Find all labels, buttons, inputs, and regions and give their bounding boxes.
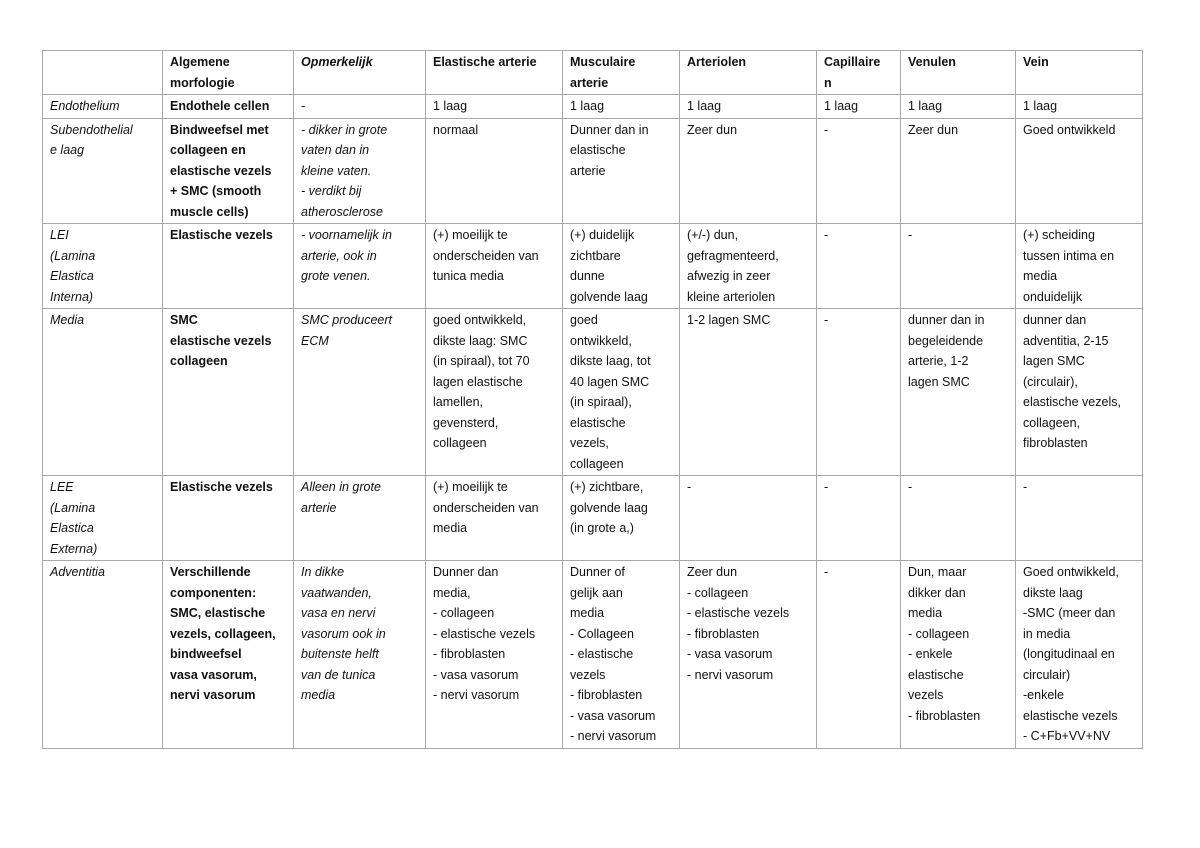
cell-vein: 1 laag — [1016, 95, 1143, 119]
cell-venulen: - — [901, 224, 1016, 309]
header-row — [43, 51, 1143, 95]
cell-capillairen: - — [817, 309, 901, 476]
cell-elastische-arterie: 1 laag — [426, 95, 563, 119]
cell-morfologie: Elastische vezels — [163, 224, 294, 309]
cell-arteriolen: - — [680, 476, 817, 561]
header-venulen: Venulen — [901, 51, 1016, 95]
cell-morfologie: Bindweefsel met collageen en elastische vezels + SMC (smooth muscle cells) — [163, 118, 294, 224]
row-lee — [43, 476, 1143, 561]
cell-musculaire-arterie: Dunner dan in elastische arterie — [563, 118, 680, 224]
header-algemene-morfologie: Algemene morfologie — [163, 51, 294, 95]
row-label: LEE (Lamina Elastica Externa) — [43, 476, 163, 561]
cell-opmerkelijk: SMC produceert ECM — [294, 309, 426, 476]
row-subendotheliale-laag — [43, 118, 1143, 224]
cell-elastische-arterie: goed ontwikkeld, dikste laag: SMC (in spiraal), tot 70 lagen elastische lamellen, gevensterd, collageen — [426, 309, 563, 476]
cell-venulen: Dun, maar dikker dan media - collageen - enkele elastische vezels - fibroblasten — [901, 561, 1016, 749]
cell-elastische-arterie: normaal — [426, 118, 563, 224]
cell-elastische-arterie: (+) moeilijk te onderscheiden van tunica media — [426, 224, 563, 309]
header-capillairen: Capillaire n — [817, 51, 901, 95]
cell-capillairen: 1 laag — [817, 95, 901, 119]
row-endothelium — [43, 95, 1143, 119]
cell-capillairen: - — [817, 476, 901, 561]
row-label: LEI (Lamina Elastica Interna) — [43, 224, 163, 309]
cell-opmerkelijk: Alleen in grote arterie — [294, 476, 426, 561]
cell-opmerkelijk: In dikke vaatwanden, vasa en nervi vasorum ook in buitenste helft van de tunica media — [294, 561, 426, 749]
row-lei — [43, 224, 1143, 309]
row-label: Media — [43, 309, 163, 476]
cell-capillairen: - — [817, 118, 901, 224]
cell-venulen: Zeer dun — [901, 118, 1016, 224]
header-vein: Vein — [1016, 51, 1143, 95]
cell-venulen: dunner dan in begeleidende arterie, 1-2 lagen SMC — [901, 309, 1016, 476]
row-label: Endothelium — [43, 95, 163, 119]
row-adventitia — [43, 561, 1143, 749]
cell-vein: dunner dan adventitia, 2-15 lagen SMC (circulair), elastische vezels, collageen, fibroblasten — [1016, 309, 1143, 476]
cell-venulen: - — [901, 476, 1016, 561]
vessel-comparison-table — [42, 50, 1143, 749]
header-corner — [43, 51, 163, 95]
header-musculaire-arterie: Musculaire arterie — [563, 51, 680, 95]
cell-musculaire-arterie: 1 laag — [563, 95, 680, 119]
header-elastische-arterie: Elastische arterie — [426, 51, 563, 95]
cell-opmerkelijk: - voornamelijk in arterie, ook in grote venen. — [294, 224, 426, 309]
cell-musculaire-arterie: goed ontwikkeld, dikste laag, tot 40 lagen SMC (in spiraal), elastische vezels, collageen — [563, 309, 680, 476]
cell-elastische-arterie: (+) moeilijk te onderscheiden van media — [426, 476, 563, 561]
cell-vein: - — [1016, 476, 1143, 561]
header-arteriolen: Arteriolen — [680, 51, 817, 95]
cell-elastische-arterie: Dunner dan media, - collageen - elastische vezels - fibroblasten - vasa vasorum - nervi vasorum — [426, 561, 563, 749]
cell-morfologie: Elastische vezels — [163, 476, 294, 561]
row-label: Adventitia — [43, 561, 163, 749]
cell-arteriolen: 1 laag — [680, 95, 817, 119]
cell-capillairen: - — [817, 561, 901, 749]
cell-venulen: 1 laag — [901, 95, 1016, 119]
cell-capillairen: - — [817, 224, 901, 309]
cell-morfologie: Endothele cellen — [163, 95, 294, 119]
cell-vein: Goed ontwikkeld, dikste laag -SMC (meer dan in media (longitudinaal en circulair) -enkele elastische vezels - C+Fb+VV+NV — [1016, 561, 1143, 749]
cell-morfologie: Verschillende componenten: SMC, elastische vezels, collageen, bindweefsel vasa vasorum, nervi vasorum — [163, 561, 294, 749]
cell-opmerkelijk: - dikker in grote vaten dan in kleine vaten. - verdikt bij atherosclerose — [294, 118, 426, 224]
cell-arteriolen: Zeer dun — [680, 118, 817, 224]
row-media — [43, 309, 1143, 476]
cell-musculaire-arterie: Dunner of gelijk aan media - Collageen - elastische vezels - fibroblasten - vasa vasorum - nervi vasorum — [563, 561, 680, 749]
cell-musculaire-arterie: (+) zichtbare, golvende laag (in grote a,) — [563, 476, 680, 561]
cell-vein: Goed ontwikkeld — [1016, 118, 1143, 224]
row-label: Subendothelial e laag — [43, 118, 163, 224]
cell-musculaire-arterie: (+) duidelijk zichtbare dunne golvende laag — [563, 224, 680, 309]
cell-morfologie: SMC elastische vezels collageen — [163, 309, 294, 476]
header-opmerkelijk: Opmerkelijk — [294, 51, 426, 95]
cell-opmerkelijk: - — [294, 95, 426, 119]
cell-arteriolen: 1-2 lagen SMC — [680, 309, 817, 476]
cell-arteriolen: Zeer dun - collageen - elastische vezels - fibroblasten - vasa vasorum - nervi vasorum — [680, 561, 817, 749]
cell-vein: (+) scheiding tussen intima en media onduidelijk — [1016, 224, 1143, 309]
cell-arteriolen: (+/-) dun, gefragmenteerd, afwezig in zeer kleine arteriolen — [680, 224, 817, 309]
